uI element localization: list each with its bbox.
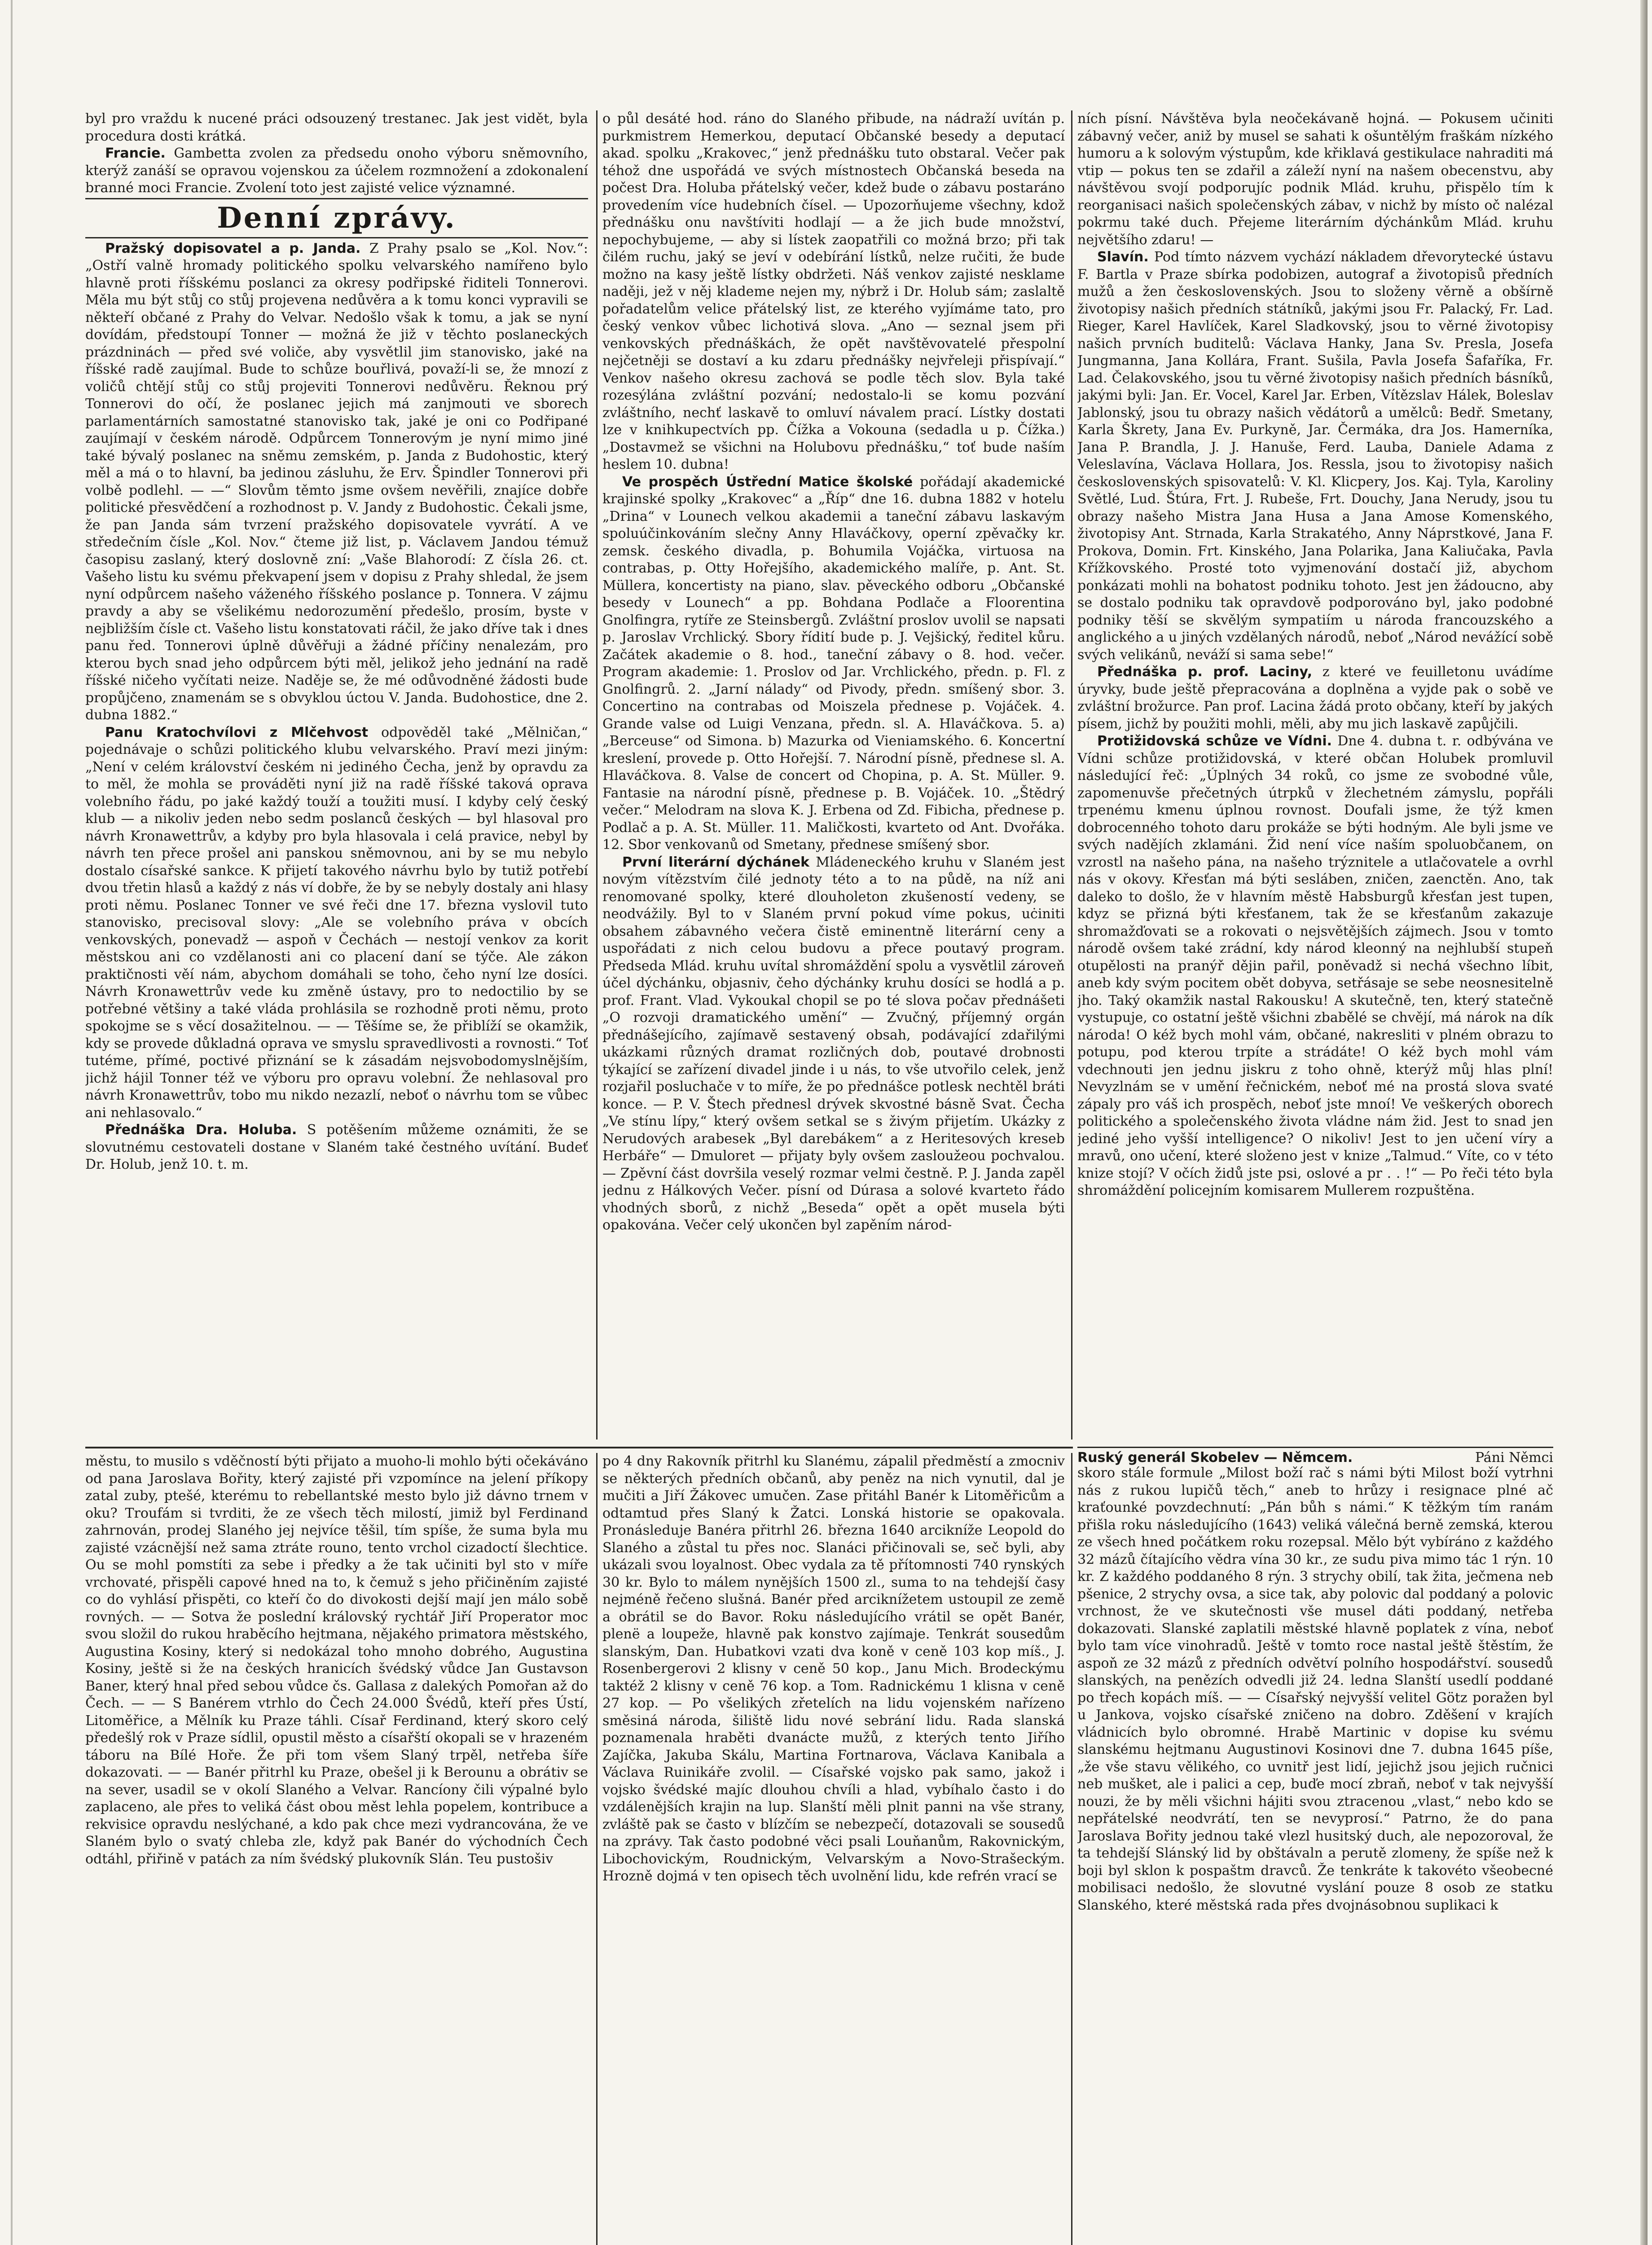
news-text: Mládeneckého kruhu v Slaném jest novým vítězstvím čilé jednoty této a to na půdě, na níž ani renomované spolky, které dlouholeton zkušeností vedeny, se neodvážily. Byl to v Slaném první pokud víme pokus, uċiniti obsahem zábavného večera čistě eminentně literární ceny a uspořádati z nich celou budovu a přece poutavý program. Předseda Mlád. kruhu uvítal shromáždění spolu a vysvětlil zároveň účel dýchánku, objasniv, čeho dýchánky kruhu dosíci se hodlá a p. prof. Frant. Vlad. Vykoukal chopil se po té slova počav přednášeti „O rozvoji dramatického umění“ — Zvučný, příjemný orgán přednášejícího, zajímavě sestavený obsah, podávající zdařilými ukázkami různých dramat rozličných dob, poutavé drobnosti týkající se zařízení divadel jinde i u nás, to vše utvořilo celek, jenž rozjařil posluchače v to míře, že po přednášce potlesk nechtěl bráti konce. — P. V. Štech přednesl drývek skvostné básně Svat. Čecha „Ve stínu lípy,“ který ovšem setkal se s živým přijetím. Ukázky z Nerudových arabesek „Byl darebákem“ a z Heritesových kreseb Herbáře“ — Dmuloret — přijaty byly ovšem zasloužeou pochvalou. — Zpěvní část dovršila veselý rozmar velmi čestně. P. J. Janda zapěl jednu z Hálkových Večer. písní od Dúrasa a solové kvarteto řádo vhodných sborů, z nichž „Beseda“ opět a opět musela býti opakována. Večer celý ukončen byl zapěním národ- (602, 854, 1065, 1233)
corner-heading-title: Ruský generál Skobelev — Němcem. (1077, 1450, 1353, 1466)
feuilleton-divider (85, 1447, 1073, 1448)
divider (85, 237, 588, 238)
corner-heading-tail: Páni Němci (1475, 1450, 1553, 1466)
news-text: o půl desáté hod. ráno do Slaného přibude, na nádraží uvítán p. purkmistrem Hemerkou, deputací Občanské besedy a deputací akad. spolku „Krakovec,“ jenž přednášku tuto obstaral. Večer pak téhož dne uspořádá ve svých místnostech Občanská beseda na počest Dra. Holuba přátelský večer, kdež bude o zábavu postaráno provedením více hudebních čísel. — Upozorňujeme všechny, kdož přednášku onu navštíviti hodlají — a že jich bude množství, nepochybujeme, — aby si lístek zaopatřili co možná brzo; při tak čilém ruchu, jaký se jeví v odebírání lístků, nelze ručiti, že bude možno na kasy ještě lístky obdržeti. Náš venkov zajisté nesklame naději, jež v něj klademe nejen my, nýbrž i Dr. Holub sám; zaslaltě pořadatelům velice přátelský list, ze kterého vyjímáme tato, pro český venkov vůbec lichotivá slova. „Ano — seznal jsem při venkovských přednáškách, že opět navštěvovatelé přespolní nejčetněji se dostaví a ku zdaru přednášky nejvřeleji přispívají.“ Venkov našeho okresu zachová se podle těch slov. Byla také rozesýlána zvláštní pozvání; nedostalo-li se komu pozvání zvláštního, nechť laskavě to omluví návalem prací. Lístky dostati lze v knihkupectvích pp. Čížka a Vokouna (sedadla u p. Čížka.) „Dostavmež se všichni na Holubovu přednášku,“ toť bude naším heslem 10. dubna! (602, 111, 1065, 472)
news-item (1077, 733, 1553, 1200)
feuilleton-column-3 (1077, 1465, 1553, 2245)
news-text: z které ve feuilletonu uvádíme úryvky, bude ještě přepracována a doplněna a vyjde pak o sobě ve zvláštní brožurce. Pan prof. Lacina žádá proto občany, kteří by jakých písem, jichž by použiti mohli, měli, aby mu jich laskavě zapůjčili. (1077, 664, 1553, 732)
news-text: odpověděl také „Mělničan,“ pojednávaje o schůzi politického klubu velvarského. Praví mezi jiným: „Není v celém království českém ni jediného Čecha, jenž by opravdu za to měl, že mohla se prováděti nyní již na radě říšské taková oprava volebního řádu, po jaké každý touží a toužiti musí. I kdyby celý český klub — a nikoliv jeden nebo sedm poslanců českých — byl hlasoval pro návrh Kronawettrův, a kdyby pro byla hlasovala i celá pravice, nebyl by návrh ten přece prošel ani panskou sněmovnou, ani by se mu nebylo dostalo císařské sankce. K přijetí takového návrhu bylo by tutiž potřebí dvou třetin hlasů a každý z nás ví dobře, že by se nebyly dostaly ani hlasy proti němu. Poslanec Tonner ve své řeči dne 17. března vyslovil tuto stanovisko, precisoval slovy: „Ale se volebního práva v obcích venkovských, ponevadž — aspoň v Čechách — nestojí venkov za korit městskou ani co vzdělanosti ani co placení daní se týče. Ale zákon praktičnosti věí nám, abychom domáhali se toho, čeho nyní lze dosíci. Návrh Kronawettrův vede ku změně ústavy, pro to nedoctilio by se potřebné většiny a také vláda prohlásila se rozhodně proti němu, proto spokojme se s věcí dosažitelnou. — — Těšíme se, že přiblíží se okamžik, kdy se provede důkladná oprava ve smyslu spravedlivosti a rovnosti.“ Toť tutéme, přímé, poctivé přiznání se k zásadám nejsvobodomyslnějším, jichž hájil Tonner též ve výboru pro opravu volební. Že nehlasoval pro návrh Kronawettrův, tobo mu nikdo nezazlí, neboť o návrhu tom se vůbec ani nehlasovalo.“ (85, 724, 588, 1121)
divider (85, 198, 588, 199)
news-item (85, 724, 588, 1122)
news-heading: První literární dýchánek (622, 854, 810, 870)
corner-divider (1077, 1447, 1553, 1448)
news-item (602, 474, 1065, 854)
column-divider (596, 110, 598, 1439)
francie-heading: Francie. (105, 145, 166, 161)
news-text: Z Prahy psalo se „Kol. Nov.“: „Ostří valně hromady politického spolku velvarského namířeno bylo hlavně proti říšskému poslanci za okresy podřipské řiditeli Tonnerovi. Měla mu být stůj co stůj projevena nedůvěra a k tomu konci vypravili se někteří občané z Prahy do Velvar. Nedošlo však k tomu, a jak se nyní dovídám, předstoupí Tonner — možná že již v těchto poslaneckých prázdninách — před své voliče, aby vysvětlil jim stanovisko, jaké na říšské radě zaujímal. Bude to schůze bouřlivá, považí-li se, že mnozí z voličů chtějí stůj co stůj projeviti Tonnerovi nedůvěru. Řeknou prý Tonnerovi do očí, že poslanec jejich má zanjmouti ve sborech parlamentárních samostatné stanovisko tak, jaké je oni co Podřipané zaujímají v českém národě. Odpůrcem Tonnerovým je nyní mimo jiné také bývalý poslanec na sněmu zemském, p. Janda z Budohostic, který měl a má o to hlavní, ba jedinou zásluhu, že Erv. Špindler Tonnerovi při volbě podlehl. — —“ Slovům těmto jsme ovšem nevěřili, znajíce dobře politické přesvědčení a rozhodnost p. V. Jandy z Budohostic. Čekali jsme, že pan Janda sám tvrzení pražského dopisovatele vyvrátí. A ve středečním čísle „Kol. Nov.“ čteme již list, p. Václavem Jandou témuž časopisu zaslaný, který doslovně zní: „Vaše Blahorodí: Z čísla 26. ct. Vašeho listu ku svému překvapení jsem v dopisu z Prahy shledal, že jsem nyní odpůrcem našeho váženého říšského poslance p. Tonnera. V zájmu pravdy a aby se všelikému nedorozumění předešlo, prosím, byste v nejbližším čísle ct. Vašeho listu konstatovati ráčil, že jako dříve tak i dnes panu řed. Tonnerovi úplně důvěřuji a žádné příčiny nenalezám, pro kterou bych snad jeho odpůrcem býti měl, jelikož jeho jednání na radě říšské ničeho vyčítati neize. Naděje se, že mé odůvodněné žádosti bude propůjčeno, znamenám se s obvyklou úctou V. Janda. Budohostice, dne 2. dubna 1882.“ (85, 240, 588, 723)
column-divider (1071, 110, 1072, 1439)
news-item (85, 1122, 588, 1174)
news-text: pořádají akademické krajinské spolky „Krakovec“ a „Říp“ dne 16. dubna 1882 v hotelu „Drina“ v Lounech velkou akademii a taneční zábavu laskavým spoluúčinkováním slečny Anny Hlaváčkovy, operní zpěvačky kr. zemsk. českého divadla, p. Bohumila Vojáčka, virtuosa na contrabas, p. Otty Hořejšího, akademického malíře, p. Ant. St. Müllera, koncertisty na piano, slav. pěveckého odboru „Občanské besedy v Lounech“ a pp. Bohdana Podlače a Floorentina Gnolfingra, rytíře ze Steinsbergů. Zvláštní proslov uvolil se napsati p. Jaroslav Vrchlický. Sbory řídití bude p. J. Vejšický, ředitel kůru. Začátek akademie o 8. hod., taneční zábavy o 8. hod. večer. Program akademie: 1. Proslov od Jar. Vrchlického, předn. p. Fl. z Gnolfingrů. 2. „Jarní nálady“ od Pivody, předn. smíšený sbor. 3. Concertino na contrabas od Moiszela přednese p. Vojáček. 4. Grande valse od Luigi Venzana, předn. sl. A. Hlaváčkova. 5. a) „Berceuse“ od Simona. b) Mazurka od Vieniamského. 6. Koncertní kreslení, provede p. Otto Hořejší. 7. Národní písně, přednese sl. A. Hlaváčkova. 8. Valse de concert od Chopina, p. A. St. Müller. 9. Fantasie na národní písně, přednese p. B. Vojáček. 10. „Štědrý večer.“ Melodram na slova K. J. Erbena od Zd. Fibicha, přednese p. Podlač a p. A. St. Müller. 11. Maličkosti, kvarteto od Ant. Dvořáka. 12. Sbor venkovanů od Smetany, přednese smíšený sbor. (602, 474, 1065, 853)
news-heading: Přednáška p. prof. Laciny, (1097, 664, 1313, 680)
top-column-2 (602, 110, 1065, 1444)
intro-paragraph: byl pro vraždu k nucené práci odsouzený trestanec. Jak jest vidět, byla procedura dosti krátká. (85, 111, 588, 144)
francie-paragraph (85, 145, 588, 197)
news-item (1077, 249, 1553, 664)
news-heading: Protižidovská schůze ve Vídni. (1097, 733, 1332, 749)
column-divider (1071, 1453, 1072, 2245)
feuilleton-column-2 (602, 1453, 1065, 2245)
corner-heading (1077, 1449, 1553, 1467)
feuilleton-text: skoro stále formule „Milost boží rač s námi býti Milost boží vytrhni nás z rukou lupičů těch,“ aneb to hrůzy i resignace plné ač kraťounké povzdechnutí: „Pán bůh s námi.“ K těžkým tím ranám přišla roku následujícího (1643) veliká válečná berně zemská, kterou ze všech hned počátkem roku rozepsal. Mělo být vybíráno z každého 32 mázů čítajícího vědra vína 30 kr., ze sudu piva mimo tác 1 rýn. 10 kr. Z každého poddaného 8 rýn. 3 strychy obilí, tak žita, ječmena neb pšenice, 2 strychy ovsa, a sice tak, aby polovic dal poddaný a polovic vrchnost, že ve skutečnosti vše musel dáti poddaný, netřeba dokazovati. Slanské zaplatili městské hlavně poplatek z vína, neboť bylo tam více vinohradů. Ještě v tomto roce nastal ještě štěstím, že aspoň ze 32 mázů z předních odvětví polního hospodářství. sousedů slanských, na penězích odvedli již 24. ledna Slanští usedlí poddané po třech kopách míš. — — Císařský nejvyšší velitel Götz poražen byl u Jankova, vojsko císařské zničeno na dobro. Zděšení v krajích vládnicích bylo obromné. Hrabě Martinic v dopise ku svému slanskému hejtmanu Augustinovi Kosinovi dne 7. dubna 1645 píše, „že vše stavu vělikého, co uvnitř jest lidí, jejichž jsou jejich ručnici neb mušket, ale i palici a cep, buďe mocí zbraň, neboť v tak nejvyšší nouzi, že by měli všichni hájiti svou ztracenou „vlast,“ nebo kdo se nepřátelské neodvrátí, ten se nevyprosí.“ Patrno, že do pana Jaroslava Bořity jednou také vlezl husitský duch, ale nepozoroval, že ta tehdejší Slánský lid by obštávaln a perutě zlomeny, že spíše než k boji byl sklon k pospaštm dravců. Že tenkráte k takovéto všeobecné mobilisaci nedošlo, že slovutné vyslání pouze 8 osob ze statku Slanského, které městská rada přes dvojnásobnou suplikaci k (1077, 1465, 1553, 1913)
scan-edge-left (11, 0, 13, 2245)
news-item (602, 854, 1065, 1234)
news-heading: Slavín. (1097, 249, 1149, 265)
scan-edge-right (1640, 0, 1648, 2245)
news-text: Dne 4. dubna t. r. odbývána ve Vídni schůze protižidovská, v které občan Holubek promluvil následující řeč: „Úplných 34 roků, co jsme ze svobodné vůle, zapomenuvše přečetných útrpků v žlechetném zámyslu, popřáli trpenému kmenu úplnou rovnost. Doufali jsme, že týž kmen dobrocenného tohoto daru prokáže se býti hodným. Ale byli jsme ve svých nadějích zklamáni. Žid není více naším spoluobčanem, on vzrostl na našeho pána, na našeho trýznitele a utlačovatele a ovrhl nás v okovy. Křesťan má býti sesláben, zničen, zaenctěn. Ano, tak daleko to došlo, že v hlavním městě Habsburgů křesťan jest tupen, kdyz se přizná býti křesťanem, tak že se křesťanům zakazuje shromažďovati se a rokovati o nejsvětějších zájmech. Jsou v tomto národě ovšem také zrádní, kdy národ kleonný na nejhlubší stupeň otupělosti na pranýř dějin pařil, poněvadž si nechá všechno líbit, aneb kdy svým pocitem obět dobyva, setřásaje se sebe neosnesitelně jho. Taký okamžik nastal Rakousku! A skutečně, ten, který statečně vystupuje, co ostatní ještě všichni zbabělé se chvějí, má nárok na dík národa! O kéž bych mohl vám, občané, nakresliti v plném obrazu to potupu, pod kterou trpíte a strádáte! O kéž bych mohl vám vdechnouti jen jednu jiskru z toho ohně, kterýž můj hlas plní! Nevyzlnám se v umění řečnickém, neboť mé na prostá slova svaté zápaly pro váš ich prospěch, neboť jste mnoí! Ve veškerých oborech politického a společenského života vládne nám žid. Jest to snad jen jediné jeho vyšší intelligence? O nikoliv! Jest to jen učení víry a mravů, ono učení, které složeno jest v knize „Talmud.“ Víte, co v této knize stojí? V očích židů jste psi, oslové a pr . . !“ — Po řeči této byla shromáždění policejním komisarem Mullerem rozpuštěna. (1077, 733, 1553, 1198)
section-title: Denní zprávy. (217, 201, 457, 235)
feuilleton-text: po 4 dny Rakovník přitrhl ku Slanému, zápalil předměstí a zmocniv se některých předních občanů, aby peněz na nich vynutil, dal je mučiti a Jiří Žákovec umučen. Zase přitáhl Banér k Litoměřicům a odtamtud přes Slaný k Žatci. Lonská historie se opakovala. Pronásleduje Banéra přitrhl 26. března 1640 arcikníže Leopold do Slaného a zůstal tu přes noc. Slanáci přičinovali se, seč byli, aby ukázali svou loyalnost. Obec vydala za tě přítomnosti 740 rynských 30 kr. Bylo to málem nynějších 1500 zl., suma to na tehdejší časy nejméně řečeno slušná. Banér před arciknížetem ustoupil ze země a obrátil se do Bavor. Roku následujícího vrátil se opět Banér, plenë a loupeže, hlavně pak konstvo zajímaje. Tenkrát sousedům slanským, Dan. Hubatkovi vzati dva koně v ceně 103 kop míš., J. Rosenbergerovi 2 klisny v ceně 50 kop., Janu Mich. Brodeckýmu taktéž 2 klisny v ceně 76 kop. a Tom. Radnickému 1 klisna v ceně 27 kop. — Po všelikých zřetelích na lidu vojenském nařízeno směsiná národa, šiliště lidu nové sebrání lidu. Rada slanská poznamenala hraběti dvanácte mužů, z kterých tento Jiřího Zajíčka, Jakuba Skálu, Martina Fortnarova, Václava Kanibala a Václava Ruinikáře zvolil. — Císařské vojsko pak samo, jakož i vojsko švédské majíc dlouhou chvíli a hlad, vybíhalo často i do vzdálenějších krajin na lup. Slanští měli plnit panni na vše strany, zvláště pak se často v blízčím se nebezpečí, dotazovali se sousedů na zprávy. Tak často podobné věci psali Louňanům, Rakovnickým, Libochovickým, Roudnickým, Velvarským a Novo-Strašeckým. Hrozně dojmá v ten opisech těch uvolnění lidu, kde refrén vrací se (602, 1453, 1065, 1884)
news-heading: Ve prospěch Ústřední Matice školské (622, 474, 913, 490)
news-text: Pod tímto názvem vychází nákladem dřevorytecké ústavu F. Bartla v Praze sbírka podobizen, autograf a životopisů předních mužů a žen československých. Jsou to složeny věrně a obšírně životopisy našich předních státníků, jakými jsou Fr. Palacký, Fr. Lad. Rieger, Karel Havlíček, Karel Sladkovský, jsou to věrné životopisy našich prvních buditelů: Václava Hanky, Jana Sv. Presla, Josefa Jungmanna, Jana Kollára, Frant. Sušila, Pavla Josefa Šafaříka, Fr. Lad. Čelakovského, jsou tu věrné životopisy našich předních básníků, jakými byli: Jan. Er. Vocel, Karel Jar. Erben, Vítězslav Hálek, Boleslav Jablonský, jsou tu obrazy našich vědátorů a umělců: Bedř. Smetany, Karla Škrety, Jana Ev. Purkyně, Jar. Čermáka, dra Jos. Hamerníka, Jana P. Brandla, J. J. Hanuše, Ferd. Lauba, Daniele Adama z Veleslavína, Václava Hollara, Jos. Ressla, jsou to životopisy našich československých spisovatelů: V. Kl. Klicpery, Jos. Kaj. Tyla, Karoliny Světlé, Lud. Štúra, Frt. J. Rubeše, Frt. Douchy, Jana Nerudy, jsou tu obrazy našeho Mistra Jana Husa a Jana Amose Komenského, životopisy Ant. Strnada, Karla Strakatého, Anny Náprstkové, Jana F. Prokova, Domin. Frt. Kinského, Jana Polarika, Jana Kaliučaka, Pavla Křížkovského. Prosté toto vyjmenování dostačí již, abychom ponkázati mohli na bohatost podniku tohoto. Jest jen žádoucno, aby se dostalo podniku tak opravdově podporováno byl, jako podobné podniky těší se skvělým sympatiím u národa francouzského a anglického a u jiných vzdělaných národů, neboť „Národ nevážící sobě svých velikánů, neváží si sama sebe!“ (1077, 249, 1553, 663)
top-column-1 (85, 110, 588, 1444)
feuilleton-text: městu, to musilo s vděčností býti přijato a muoho-li mohlo býti očekáváno od pana Jaroslava Bořity, který zajisté při vzpomínce na jelení příkopy zatal zuby, ptešé, kterému to rebellantské mesto bylo již dávno trnem v oku? Troufám si tvrditi, že ze všech těch milostí, jimiž byl Ferdinand zahrnován, prodej Slaného jej nejvíce těšil, tím spíše, že suma byla mu zajisté vzácnější než sama ztráte rouno, tento vrchol cizadoctí šlechtice. Ou se mohl pomstíti za sebe i předky a že tak učiniti byl sto v míře vrchovaté, přispěli capové hned na to, k čemuž s jeho přičiněním zajisté co do vyhlásí přispěti, co kteří čo do divokosti dejší mají jen málo sobě rovných. — — Sotva že poslední královský rychtář Jiří Properator moc svou složil do rukou hraběcího hejtmana, nějakého primatora městského, Augustina Kosiny, který si nedokázal toho mnoho dobrého, Augustina Kosiny, ještě si že na českých hranicích švédský vůdce Jan Gustavson Baner, který hnal před sebou vůdce čs. Gallasa z dalekých Pomořan až do Čech. — — S Banérem vtrhlo do Čech 24.000 Švédů, kteří přes Ústí, Litoměřice, a Mělník ku Praze táhli. Císař Ferdinand, který skoro celý předešlý rok v Praze sídlil, opustil město a císařští okopali se v hrazeném táboru na Bílé Hoře. Že při tom všem Slaný trpěl, netřeba šíře dokazovati. — — Banér přitrhl ku Praze, obešel ji k Berounu a obrátiv se na sever, usadil se v okolí Slaného a Velvar. Rancíony čili výpalné bylo zaplaceno, ale přes to veliká část obou měst lehla popelem, kontribuce a rekvisice opravdu neslýchané, a kdo pak chce mezi vydrancována, že ve Slaném bylo o svatý chleba zle, když pak Banér do východních Čech odtáhl, přiřině v patách za ním švédský plukovník Slán. Teu pustošiv (85, 1453, 588, 1867)
news-text: ních písní. Návštěva byla neočekávaně hojná. — Pokusem učiniti zábavný večer, aniž by musel se sahati k ošuntělým fraškám nízkého humoru a k solovým výstupům, kde křiklavá gestikulace nahraditi má vtip — pokus ten se zdařil a záleží nyní na našem obecenstvu, aby návštěvou svojí podporujíc podnik Mlád. kruhu, přispělo tím k reorganisaci našich společenských zábav, v nichž by místo oč nalézal pokrmu také duch. Přejeme literárním dýchánkům Mlád. kruhu největšího zdaru! — (1077, 111, 1553, 248)
news-heading: Přednáška Dra. Holuba. (105, 1122, 297, 1138)
feuilleton-column-1 (85, 1453, 588, 2245)
news-item (85, 240, 588, 724)
news-heading: Pražský dopisovatel a p. Janda. (105, 240, 361, 256)
column-divider (596, 1453, 598, 2245)
francie-text: Gambetta zvolen za předsedu onoho výboru sněmovního, kterýž zanáší se opravou vojenskou za účelem rozmnožení a zdokonalení branné moci Francie. Zvolení toto jest zajisté velice významné. (85, 145, 588, 196)
news-text: S potěšením můžeme oznámiti, že se slovutnému cestovateli dostane v Slaném také čestného uvítání. Budeť Dr. Holub, jenž 10. t. m. (85, 1122, 588, 1172)
news-item (1077, 664, 1553, 733)
news-heading: Panu Kratochvílovi z Mlčehvost (105, 724, 369, 740)
top-column-3 (1077, 110, 1553, 1460)
